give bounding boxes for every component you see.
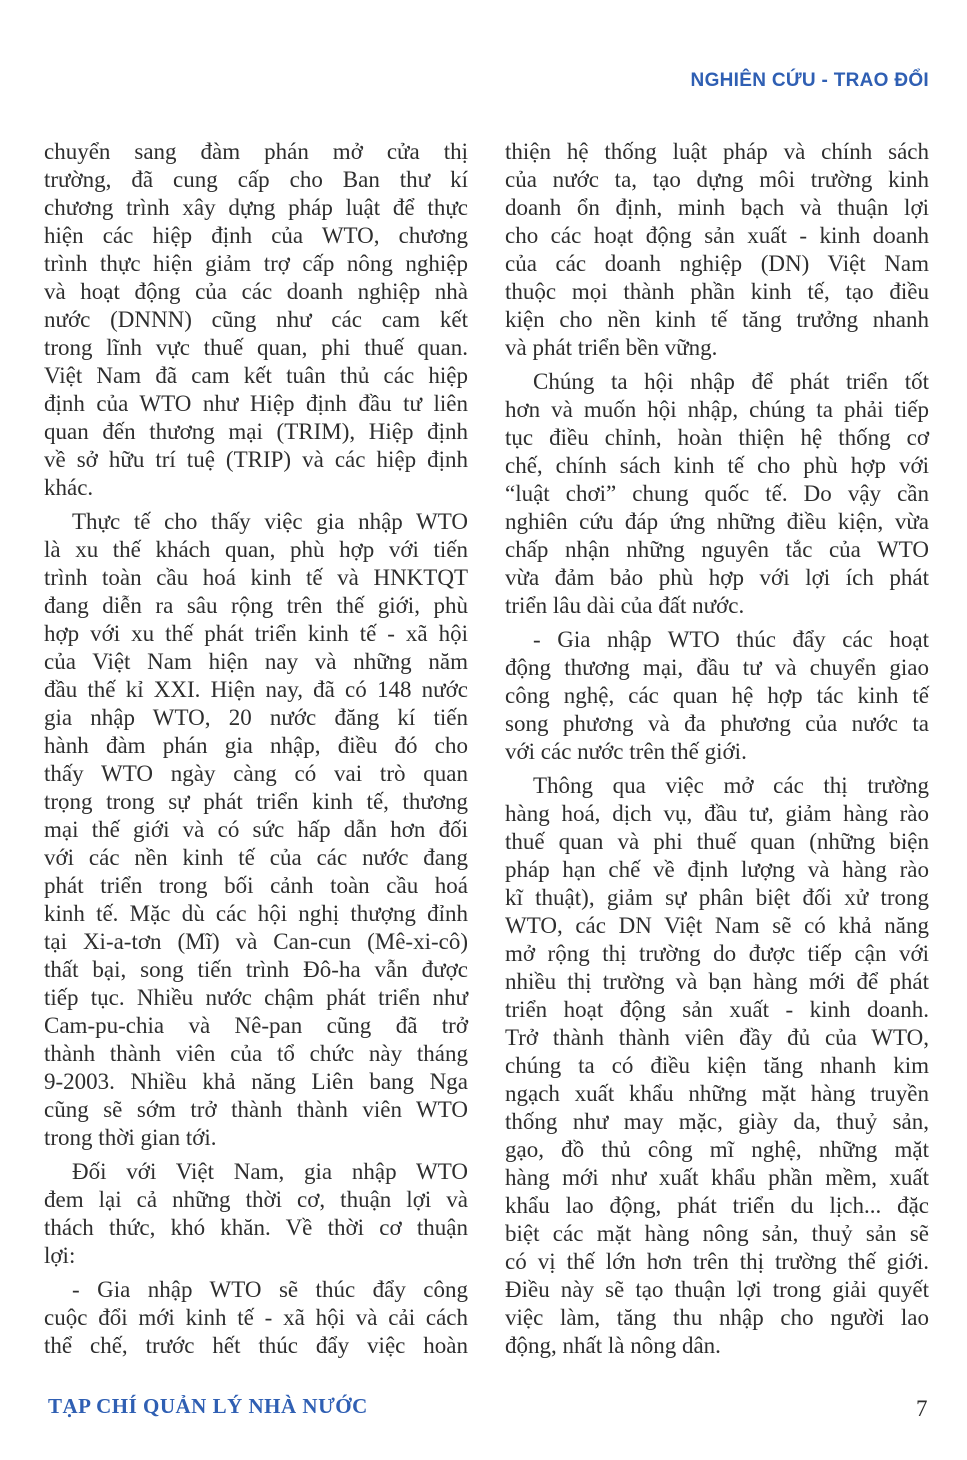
paragraph — [505, 772, 929, 1360]
text-line: của nước ta, tạo dựng môi trường kinh — [505, 167, 929, 192]
text-line: Trở thành thành viên đầy đủ của WTO, — [505, 1025, 929, 1050]
text-line: thể chế, trước hết thúc đẩy việc hoàn — [44, 1333, 468, 1358]
text-line: có vị thế lớn hơn trên thị trường thế giới. — [505, 1249, 929, 1274]
text-line: nước (DNNN) cũng như các cam kết — [44, 307, 468, 332]
text-line: hơn và muốn hội nhập, chúng ta phải tiếp — [505, 397, 929, 422]
text-line: kinh tế. Mặc dù các hội nghị thượng đỉnh — [44, 901, 468, 926]
text-line: - Gia nhập WTO thúc đẩy các hoạt — [533, 627, 929, 652]
text-line: khẩu lao động, phát triển du lịch... đặc — [505, 1193, 929, 1218]
text-line: tại Xi-a-tơn (Mĩ) và Can-cun (Mê-xi-cô) — [44, 929, 468, 954]
paragraph — [44, 138, 468, 502]
text-line: đầu thế kỉ XXI. Hiện nay, đã có 148 nước — [44, 677, 468, 702]
text-line: với các nền kinh tế của các nước đang — [44, 845, 468, 870]
text-line: lợi: — [44, 1243, 76, 1268]
text-line: việc làm, tăng thu nhập cho người lao — [505, 1305, 929, 1330]
text-line: hợp với xu thế phát triển kinh tế - xã hội — [44, 621, 468, 646]
text-line: khác. — [44, 475, 94, 500]
text-line: “luật chơi” chung quốc tế. Do vậy cần — [505, 481, 929, 506]
text-line: quan đến thương mại (TRIM), Hiệp định — [44, 419, 468, 444]
text-line: kiện cho nền kinh tế tăng trưởng nhanh — [505, 307, 929, 332]
text-line: đem lại cả những thời cơ, thuận lợi và — [44, 1187, 468, 1212]
text-line: động thương mại, đầu tư và chuyển giao — [505, 655, 929, 680]
text-line: - Gia nhập WTO sẽ thúc đẩy công — [72, 1277, 468, 1302]
text-line: triển lâu dài của đất nước. — [505, 593, 745, 618]
text-line: ngạch xuất khẩu những mặt hàng truyền — [505, 1081, 929, 1106]
right-column — [505, 138, 929, 1366]
text-line: gia nhập WTO, 20 nước đăng kí tiến — [44, 705, 468, 730]
text-line: cuộc đổi mới kinh tế - xã hội và cải cách — [44, 1305, 468, 1330]
text-line: hiện các hiệp định của WTO, chương — [44, 223, 468, 248]
text-line: cũng sẽ sớm trở thành thành viên WTO — [44, 1097, 468, 1122]
text-line: trong thời gian tới. — [44, 1125, 217, 1150]
text-line: thuộc mọi thành phần kinh tế, tạo điều — [505, 279, 929, 304]
text-line: thành thành viên của tổ chức này tháng — [44, 1041, 468, 1066]
text-line: cho các hoạt động sản xuất - kinh doanh — [505, 223, 929, 248]
text-line: Việt Nam đã cam kết tuân thủ các hiệp — [44, 363, 468, 388]
text-line: trường, đã cung cấp cho Ban thư kí — [44, 167, 468, 192]
text-line: và phát triển bền vững. — [505, 335, 718, 360]
text-line: chuyển sang đàm phán mở cửa thị — [44, 139, 468, 164]
text-line: Chúng ta hội nhập để phát triển tốt — [533, 369, 929, 394]
text-line: mại thế giới và có sức hấp dẫn hơn đối — [44, 817, 468, 842]
text-line: trình thực hiện giảm trợ cấp nông nghiệp — [44, 251, 468, 276]
page-number: 7 — [916, 1396, 928, 1421]
paragraph — [505, 138, 929, 362]
text-line: mở rộng thị trường do được tiếp cận với — [505, 941, 929, 966]
text-line: hàng mới như xuất khẩu phần mềm, xuất — [505, 1165, 929, 1190]
text-line: công nghệ, các quan hệ hợp tác kinh tế — [505, 683, 929, 708]
text-line: tục điều chỉnh, hoàn thiện hệ thống cơ — [505, 425, 929, 450]
text-line: Thực tế cho thấy việc gia nhập WTO — [72, 509, 468, 534]
text-line: Cam-pu-chia và Nê-pan cũng đã trở — [44, 1013, 468, 1038]
text-line: doanh ổn định, minh bạch và thuận lợi — [505, 195, 929, 220]
text-line: tiếp tục. Nhiều nước chậm phát triển như — [44, 985, 468, 1010]
text-line: của các doanh nghiệp (DN) Việt Nam — [505, 251, 929, 276]
paragraph — [44, 1158, 468, 1270]
section-header: NGHIÊN CỨU - TRAO ĐỔI — [690, 70, 929, 91]
text-line: thuế quan và phi thuế quan (những biện — [505, 829, 929, 854]
text-line: gạo, đồ thủ công mĩ nghệ, những mặt — [505, 1137, 929, 1162]
left-column — [44, 138, 468, 1366]
text-line: đang diễn ra sâu rộng trên thế giới, phù — [44, 593, 468, 618]
text-line: là xu thế khách quan, phù hợp với tiến — [44, 537, 468, 562]
text-line: trình toàn cầu hoá kinh tế và HNKTQT — [44, 565, 468, 590]
text-line: triển hoạt động sản xuất - kinh doanh. — [505, 997, 929, 1022]
text-line: chương trình xây dựng pháp luật để thực — [44, 195, 468, 220]
text-line: định của WTO như Hiệp định đầu tư liên — [44, 391, 468, 416]
text-line: chế, chính sách kinh tế cho phù hợp với — [505, 453, 929, 478]
text-line: trong lĩnh vực thuế quan, phi thuế quan. — [44, 335, 468, 360]
text-line: động, nhất là nông dân. — [505, 1333, 721, 1358]
text-line: với các nước trên thế giới. — [505, 739, 747, 764]
text-line: Đối với Việt Nam, gia nhập WTO — [72, 1159, 468, 1184]
text-line: thách thức, khó khăn. Về thời cơ thuận — [44, 1215, 468, 1240]
text-line: WTO, các DN Việt Nam sẽ có khả năng — [505, 913, 929, 938]
text-line: trọng trong sự phát triển kinh tế, thương — [44, 789, 468, 814]
text-line: pháp hạn chế về định lượng và hàng rào — [505, 857, 929, 882]
paragraph — [44, 1276, 468, 1360]
text-line: thấy WTO ngày càng có vai trò quan — [44, 761, 468, 786]
text-line: của Việt Nam hiện nay và những năm — [44, 649, 468, 674]
paragraph — [44, 508, 468, 1152]
text-line: chúng ta có điều kiện tăng nhanh kim — [505, 1053, 929, 1078]
text-line: phát triển trong bối cảnh toàn cầu hoá — [44, 873, 468, 898]
text-line: biệt các mặt hàng nông sản, thuỷ sản sẽ — [505, 1221, 929, 1246]
text-line: và hoạt động của các doanh nghiệp nhà — [44, 279, 468, 304]
text-line: song phương và đa phương của nước ta — [505, 711, 929, 736]
text-line: hàng hoá, dịch vụ, đầu tư, giảm hàng rào — [505, 801, 929, 826]
text-line: thất bại, song tiến trình Đô-ha vẫn được — [44, 957, 468, 982]
text-line: Thông qua việc mở các thị trường — [533, 773, 929, 798]
text-line: vừa đảm bảo phù hợp với lợi ích phát — [505, 565, 929, 590]
text-line: Điều này sẽ tạo thuận lợi trong giải quyết — [505, 1277, 929, 1302]
paragraph — [505, 626, 929, 766]
text-line: chấp nhận những nguyên tắc của WTO — [505, 537, 929, 562]
text-line: thiện hệ thống luật pháp và chính sách — [505, 139, 929, 164]
journal-title: TẠP CHÍ QUẢN LÝ NHÀ NƯỚC — [48, 1394, 368, 1418]
text-line: thống như may mặc, giày da, thuỷ sản, — [505, 1109, 929, 1134]
text-line: hành đàm phán gia nhập, điều đó cho — [44, 733, 468, 758]
text-line: nhiều thị trường và bạn hàng mới để phát — [505, 969, 929, 994]
text-line: kĩ thuật), giảm sự phân biệt đối xử trong — [505, 885, 929, 910]
paragraph — [505, 368, 929, 620]
text-line: nghiên cứu đáp ứng những điều kiện, vừa — [505, 509, 929, 534]
text-line: 9-2003. Nhiều khả năng Liên bang Nga — [44, 1069, 468, 1094]
text-line: về sở hữu trí tuệ (TRIP) và các hiệp định — [44, 447, 468, 472]
